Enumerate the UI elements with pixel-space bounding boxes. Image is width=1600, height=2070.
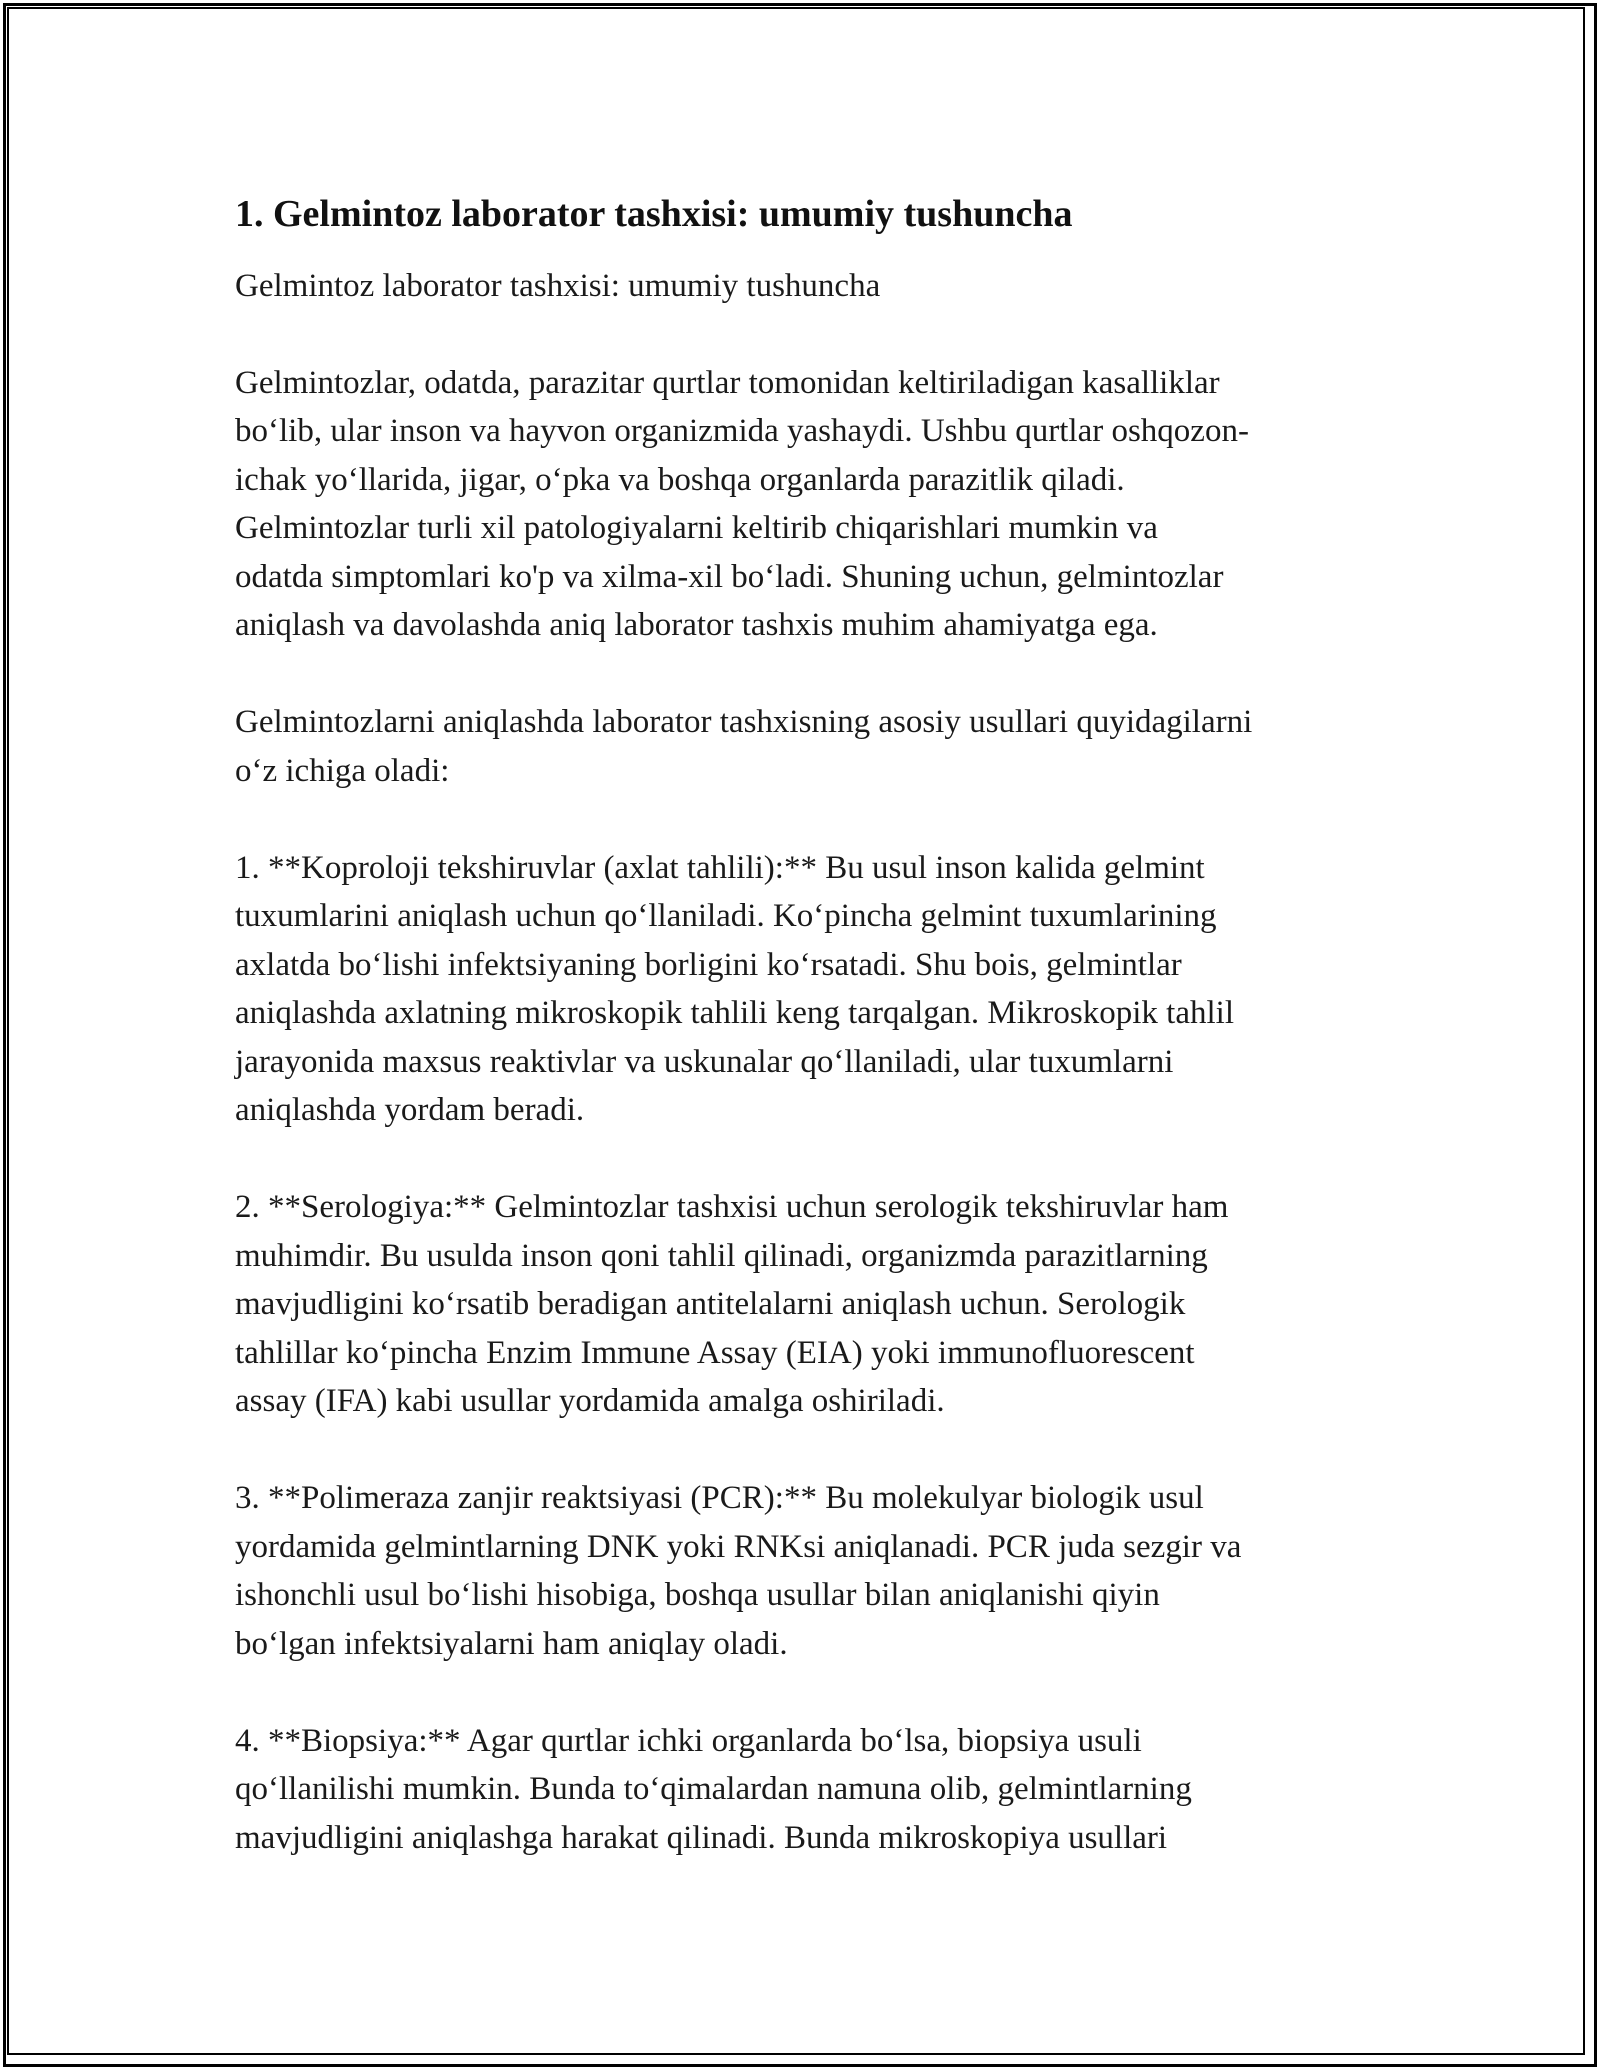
section-heading: 1. Gelmintoz laborator tashxisi: umumiy tushuncha (235, 193, 1073, 235)
section-subtitle: Gelmintoz laborator tashxisi: umumiy tushuncha (235, 268, 881, 304)
document-body (235, 188, 1375, 1911)
paragraph-method-koproloji: 1. **Koproloji tekshiruvlar (axlat tahlili):** Bu usul inson kalida gelmint tuxumlarini aniqlash uchun qo‘llaniladi. Ko‘pincha gelmint tuxumlarining axlatda bo‘lishi infektsiyaning borligini ko‘rsatadi. Shu bois, gelmintlar aniqlashda axlatning mikroskopik tahlili keng tarqalgan. Mikroskopik tahlil jarayonida maxsus reaktivlar va uskunalar qo‘llaniladi, ular tuxumlarni aniqlashda yordam beradi. (235, 849, 1234, 1128)
paragraph-method-pcr: 3. **Polimeraza zanjir reaktsiyasi (PCR):** Bu molekulyar biologik usul yordamida gelmintlarning DNK yoki RNKsi aniqlanadi. PCR juda sezgir va ishonchli usul bo‘lishi hisobiga, boshqa usullar bilan aniqlanishi qiyin bo‘lgan infektsiyalarni ham aniqlay oladi. (235, 1480, 1242, 1662)
paragraph-methods-lead: Gelmintozlarni aniqlashda laborator tashxisning asosiy usullari quyidagilarni o‘z ichiga oladi: (235, 704, 1253, 789)
paragraph-method-biopsiya: 4. **Biopsiya:** Agar qurtlar ichki organlarda bo‘lsa, biopsiya usuli qo‘llanilishi mumkin. Bunda to‘qimalardan namuna olib, gelmintlarning mavjudligini aniqlashga harakat qilinadi. Bunda mikroskopiya usullari (235, 1722, 1192, 1856)
paragraph-intro: Gelmintozlar, odatda, parazitar qurtlar tomonidan keltiriladigan kasalliklar bo‘lib, ular inson va hayvon organizmida yashaydi. Ushbu qurtlar oshqozon- ichak yo‘llarida, jigar, o‘pka va boshqa organlarda parazitlik qiladi. Gelmintozlar turli xil patologiyalarni keltirib chiqarishlari mumkin va odatda simptomlari ko'p va xilma-xil bo‘ladi. Shuning uchun, gelmintozlar aniqlash va davolashda aniq laborator tashxis muhim ahamiyatga ega. (235, 364, 1249, 643)
paragraph-method-serologiya: 2. **Serologiya:** Gelmintozlar tashxisi uchun serologik tekshiruvlar ham muhimdir. Bu usulda inson qoni tahlil qilinadi, organizmda parazitlarning mavjudligini ko‘rsatib beradigan antitelalarni aniqlash uchun. Serologik tahlillar ko‘pincha Enzim Immune Assay (EIA) yoki immunofluorescent assay (IFA) kabi usullar yordamida amalga oshiriladi. (235, 1189, 1229, 1419)
